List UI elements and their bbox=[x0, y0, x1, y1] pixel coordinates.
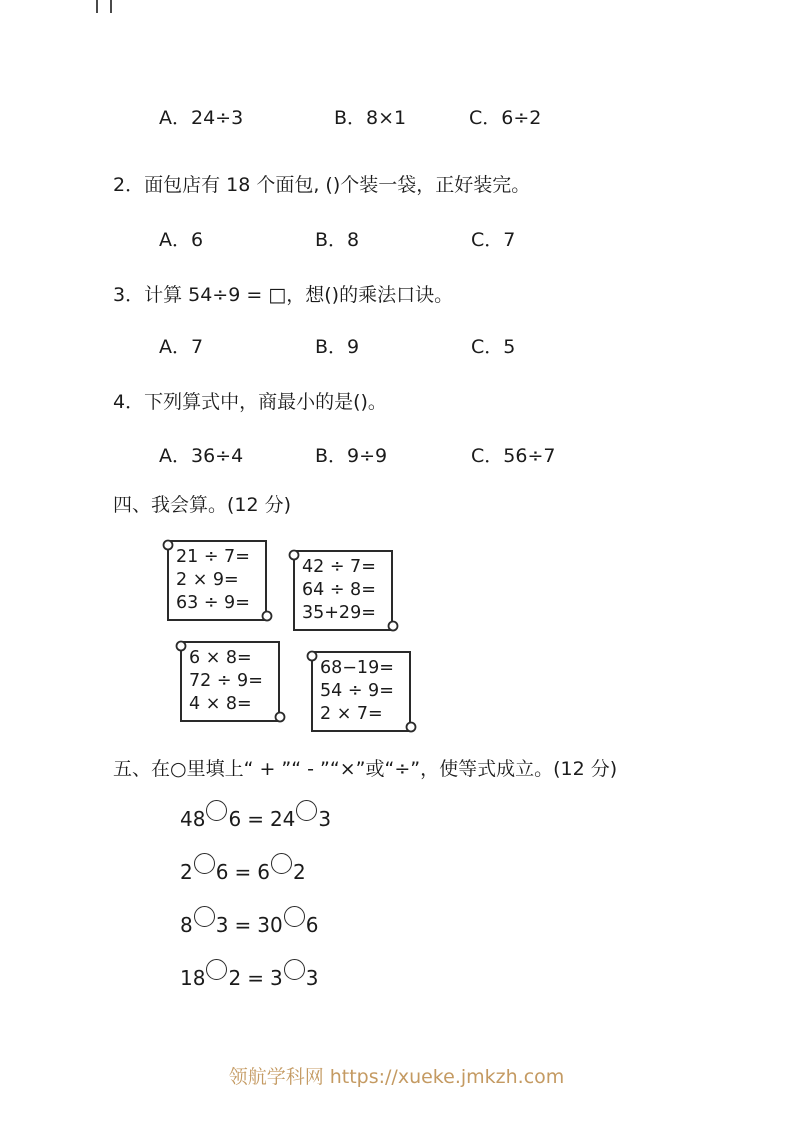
scroll-card-4 bbox=[304, 644, 418, 738]
option-b: B．8 bbox=[315, 229, 360, 251]
operand: 18 bbox=[180, 966, 206, 990]
scroll-line: 21 ÷ 7= bbox=[176, 547, 250, 567]
fill-operator-equations bbox=[180, 800, 738, 989]
operand: 3 bbox=[269, 966, 283, 990]
option-c: C．56÷7 bbox=[471, 445, 556, 467]
operand: 2 bbox=[292, 860, 306, 884]
operand: 24 bbox=[269, 807, 296, 831]
option-b: B．8×1 bbox=[334, 107, 407, 129]
site-watermark bbox=[0, 1062, 793, 1089]
question1-options bbox=[159, 105, 738, 132]
operand: 6 bbox=[305, 913, 319, 937]
equals-sign: = bbox=[247, 807, 264, 831]
equals-sign: = bbox=[234, 860, 252, 884]
option-b: B．9 bbox=[315, 336, 360, 358]
question2-text: 2．面包店有 18 个面包, ()个装一袋，正好装完。 bbox=[113, 174, 531, 196]
option-c: C．7 bbox=[471, 229, 516, 251]
option-a: A．36÷4 bbox=[159, 445, 244, 467]
scroll-line: 68−19= bbox=[320, 658, 394, 678]
question3-options bbox=[159, 334, 738, 361]
option-a: A．7 bbox=[159, 336, 204, 358]
option-a: A．6 bbox=[159, 229, 204, 251]
operand: 3 bbox=[215, 913, 229, 937]
operator-circle bbox=[284, 906, 305, 927]
option-c: C．5 bbox=[471, 336, 516, 358]
operand: 3 bbox=[305, 966, 319, 990]
equation-row-2 bbox=[180, 853, 738, 883]
scroll-line: 4 × 8= bbox=[189, 694, 252, 714]
operand: 3 bbox=[318, 807, 332, 831]
operand: 48 bbox=[180, 807, 206, 831]
calculation-scrolls bbox=[113, 533, 738, 743]
operand: 8 bbox=[180, 913, 193, 937]
operand: 30 bbox=[257, 913, 283, 937]
scroll-line: 6 × 8= bbox=[189, 648, 252, 668]
section5-title: 五、在○里填上“ + ”“ - ”“×”或“÷”，使等式成立。(12 分) bbox=[113, 758, 618, 780]
scroll-card-2 bbox=[286, 543, 400, 637]
scroll-card-3 bbox=[173, 634, 287, 728]
question4-text: 4．下列算式中，商最小的是()。 bbox=[113, 391, 387, 413]
section4-title: 四、我会算。(12 分) bbox=[113, 494, 292, 516]
scroll-line: 64 ÷ 8= bbox=[302, 580, 376, 600]
question3-text: 3．计算 54÷9 = □，想()的乘法口诀。 bbox=[113, 284, 454, 306]
operator-circle bbox=[284, 959, 305, 980]
equation-row-3 bbox=[180, 906, 738, 936]
equation-row-4 bbox=[180, 959, 738, 989]
operator-circle bbox=[206, 800, 227, 821]
equals-sign: = bbox=[234, 913, 252, 937]
scroll-line: 35+29= bbox=[302, 603, 376, 623]
operator-circle bbox=[194, 906, 215, 927]
operator-circle bbox=[206, 959, 227, 980]
operator-circle bbox=[271, 853, 292, 874]
scroll-line: 63 ÷ 9= bbox=[176, 593, 250, 613]
scroll-line: 42 ÷ 7= bbox=[302, 557, 376, 577]
option-c: C．6÷2 bbox=[469, 107, 542, 129]
operand: 6 bbox=[228, 807, 242, 831]
equation-row-1 bbox=[180, 800, 738, 830]
equals-sign: = bbox=[247, 966, 264, 990]
option-a: A．24÷3 bbox=[159, 107, 244, 129]
operator-circle bbox=[296, 800, 317, 821]
scroll-line: 54 ÷ 9= bbox=[320, 681, 394, 701]
question4-options bbox=[159, 443, 738, 470]
operand: 2 bbox=[180, 860, 193, 884]
question2-options bbox=[159, 227, 738, 254]
operand: 2 bbox=[228, 966, 242, 990]
operand: 6 bbox=[215, 860, 229, 884]
scroll-line: 2 × 9= bbox=[176, 570, 239, 590]
scroll-line: 2 × 7= bbox=[320, 704, 383, 724]
scroll-card-1 bbox=[160, 533, 274, 627]
scroll-line: 72 ÷ 9= bbox=[189, 671, 263, 691]
option-b: B．9÷9 bbox=[315, 445, 388, 467]
operand: 6 bbox=[257, 860, 270, 884]
watermark-link[interactable]: 领航学科网 https://xueke.jmkzh.com bbox=[228, 1066, 565, 1088]
operator-circle bbox=[194, 853, 215, 874]
